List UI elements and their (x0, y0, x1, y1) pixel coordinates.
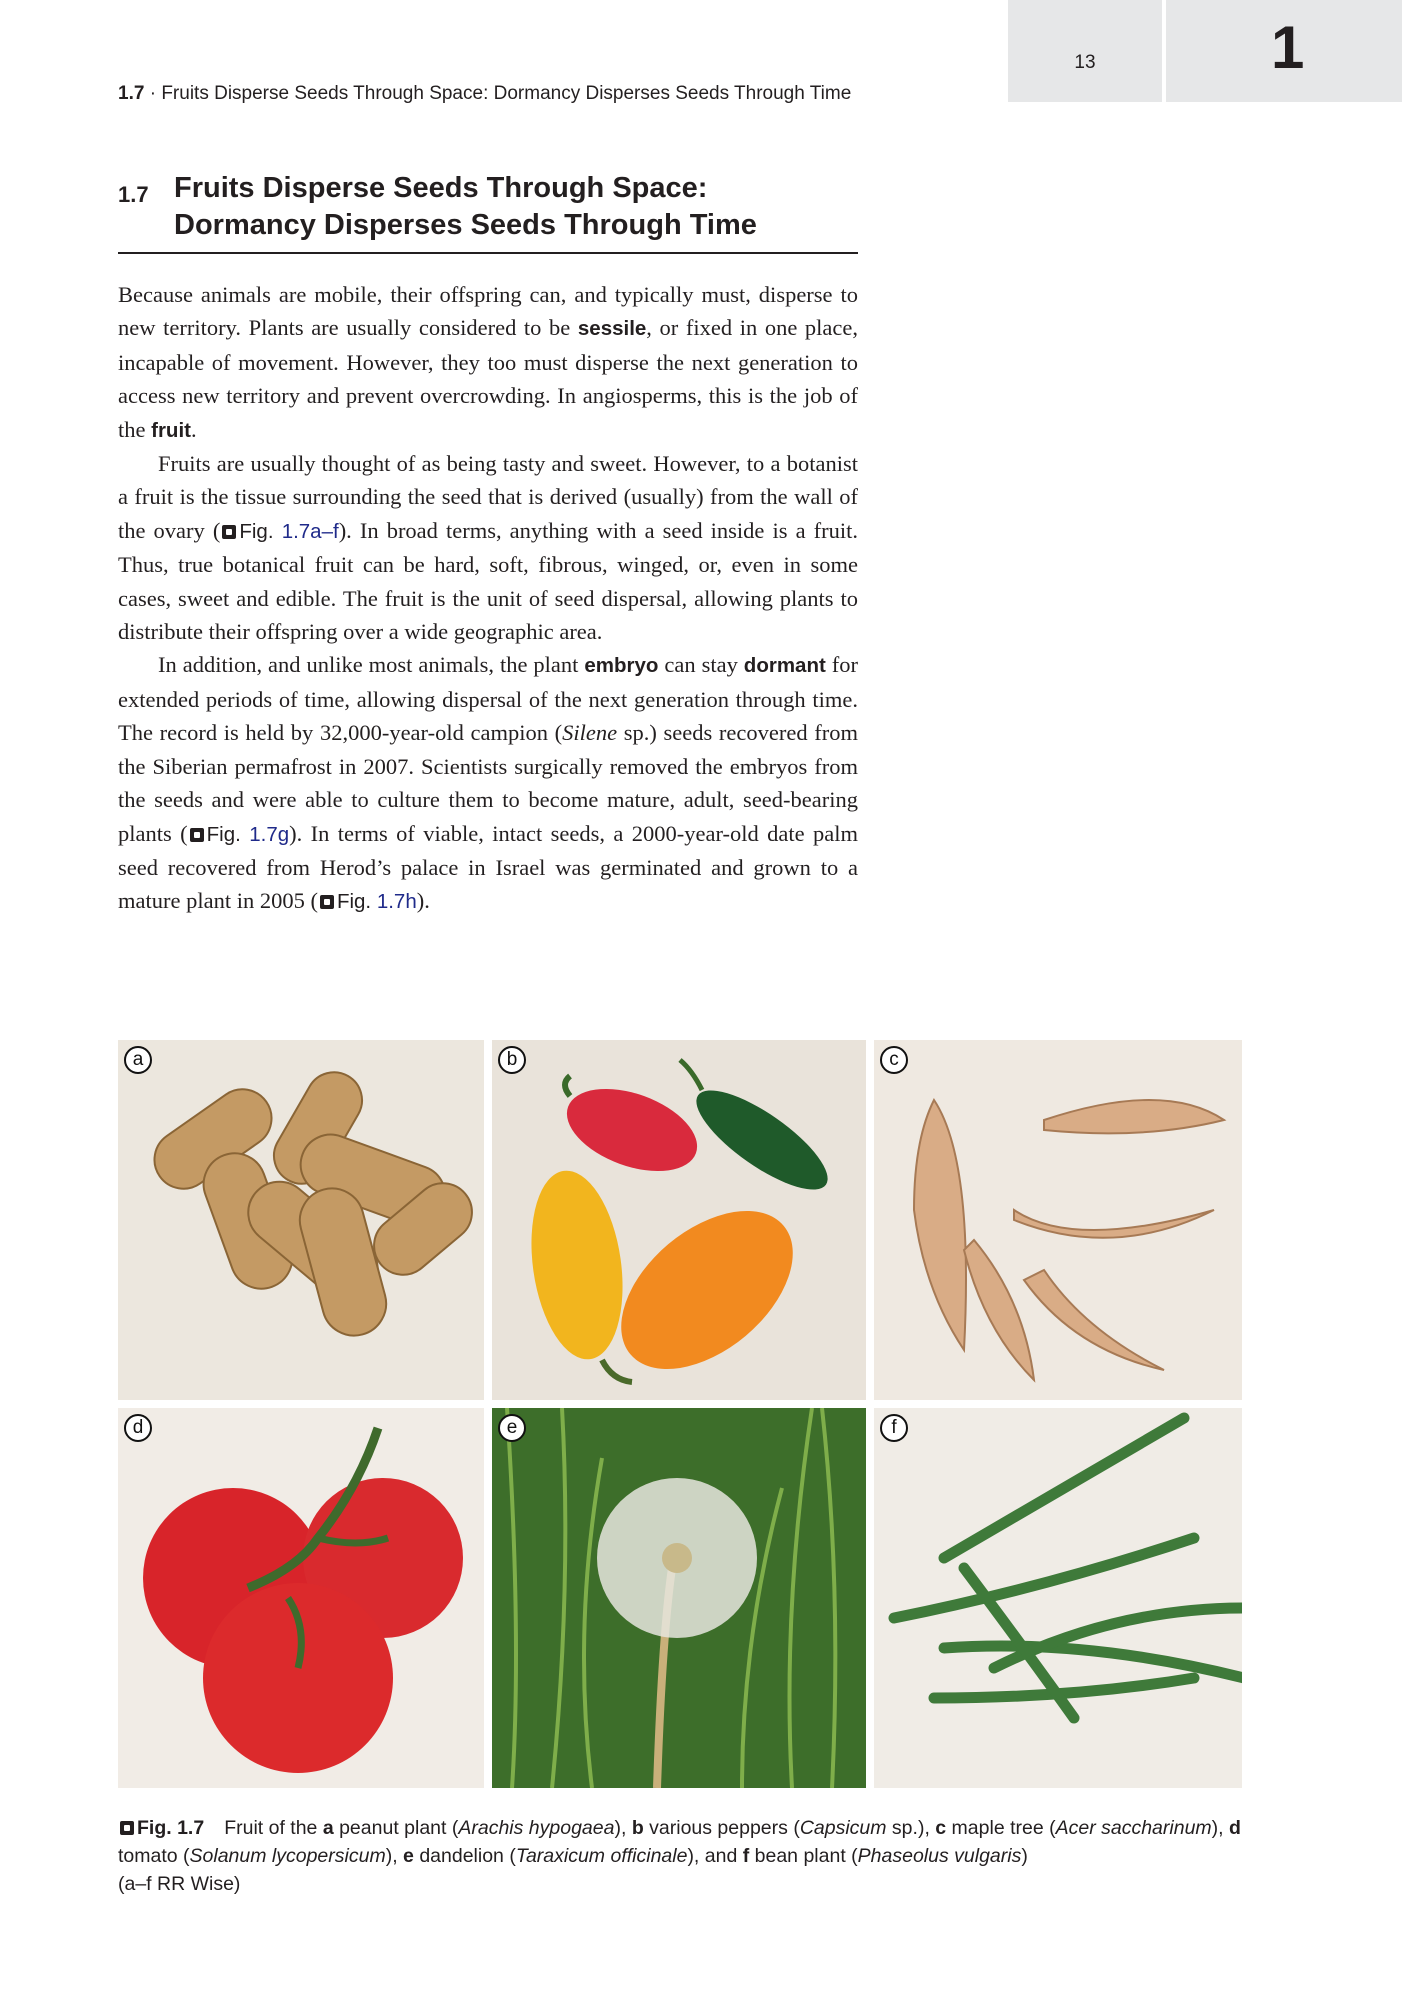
section-title-line-1: Fruits Disperse Seeds Through Space: (174, 172, 708, 204)
green-beans-photo (874, 1408, 1242, 1788)
running-head-number: 1.7 (118, 83, 145, 104)
term-sessile: sessile (577, 317, 647, 341)
panel-label-a: a (124, 1046, 152, 1074)
figure-panel-b (492, 1040, 866, 1400)
fig-word: Fig. (206, 822, 250, 846)
figure-reference-icon (320, 895, 334, 909)
caption-letter-e: e (403, 1845, 414, 1867)
chapter-tab (1166, 0, 1402, 102)
panel-label-e: e (498, 1414, 526, 1442)
text-run: for extended periods of time, allowing dispersal of the next generation through time. The record is held by 32,000-year-old campion ( (118, 652, 858, 746)
term-embryo: embryo (584, 654, 659, 678)
figure-panel-d (118, 1408, 484, 1788)
figure-caption (118, 1814, 1246, 1898)
figure-link-1-7h[interactable]: 1.7h (376, 890, 417, 914)
peppers-photo (492, 1040, 866, 1400)
caption-text: bean plant ( (749, 1845, 858, 1867)
text-run: In addition, and unlike most animals, the plant (158, 652, 585, 678)
term-dormant: dormant (743, 654, 826, 678)
caption-text: maple tree ( (946, 1817, 1056, 1839)
caption-species: Solanum lycopersicum (189, 1845, 386, 1867)
running-head-separator: · (144, 83, 162, 104)
caption-text: ), and (687, 1845, 743, 1867)
peanuts-photo (118, 1040, 484, 1400)
caption-credit: (a–f RR Wise) (118, 1873, 241, 1895)
figure-reference-icon (222, 525, 236, 539)
fig-word: Fig. (336, 890, 377, 914)
chapter-number: 1 (1271, 14, 1305, 81)
caption-text: peanut plant ( (333, 1817, 459, 1839)
text-run: sp.) seeds recovered from the Siberian permafrost in 2007. Scientists surgically removed the embryos from the seeds and were able to culture them to become mature, adult, seed-bearing plants ( (118, 720, 859, 846)
panel-label-c: c (880, 1046, 908, 1074)
caption-species: Phaseolus vulgaris (857, 1845, 1022, 1867)
paragraph-1 (118, 278, 858, 447)
text-run: can stay (658, 652, 744, 678)
caption-text: Fruit of the (224, 1817, 323, 1839)
italic-silene: Silene (562, 720, 618, 746)
caption-text: ), (614, 1817, 632, 1839)
panel-label-d: d (124, 1414, 152, 1442)
caption-label: Fig. 1.7 (137, 1817, 205, 1839)
caption-text: dandelion ( (413, 1845, 516, 1867)
caption-letter-c: c (935, 1817, 947, 1839)
figure-panel-c (874, 1040, 1242, 1400)
caption-species: Taraxicum officinale (515, 1845, 688, 1867)
caption-text: sp.), (886, 1817, 936, 1839)
caption-text: ), (1211, 1817, 1230, 1839)
running-head-title: Fruits Disperse Seeds Through Space: Dormancy Disperses Seeds Through Time (161, 83, 852, 104)
caption-text: tomato ( (118, 1845, 190, 1867)
text-run: , or fixed in one place, incapable of movement. However, they too must disperse the next generation to access new territory and prevent overcrowding. In angiosperms, this is the job of the (118, 315, 858, 442)
figure-panel-a (118, 1040, 484, 1400)
text-run: Fruits are usually thought of as being tasty and sweet. However, to a botanist a fruit is the tissue surrounding the seed that is derived (usually) from the wall of the ovary ( (118, 451, 858, 543)
caption-species: Acer saccharinum (1055, 1817, 1212, 1839)
caption-species: Arachis hypogaea (458, 1817, 615, 1839)
caption-species: Capsicum (799, 1817, 887, 1839)
panel-label-b: b (498, 1046, 526, 1074)
text-run: ). In broad terms, anything with a seed inside is a fruit. Thus, true botanical fruit can be hard, soft, fibrous, winged, or, even in some cases, sweet and edible. The fruit is the unit of seed dispersal, allowing plants to distribute their offspring over a wide geographic area. (118, 517, 858, 645)
section-number: 1.7 (118, 182, 149, 207)
figure-caption-icon (120, 1821, 134, 1835)
figure-link-1-7g[interactable]: 1.7g (249, 822, 290, 846)
caption-text: ) (1021, 1845, 1028, 1867)
tomatoes-photo (118, 1408, 484, 1788)
caption-letter-a: a (322, 1817, 334, 1839)
dandelion-photo (492, 1408, 866, 1788)
term-fruit: fruit (151, 418, 191, 442)
paragraph-3 (118, 648, 858, 918)
text-run: ). In terms of viable, intact seeds, a 2000-year-old date palm seed recovered from Herod’s palace in Israel was germinated and grown to a mature plant in 2005 ( (118, 820, 858, 914)
page-number: 13 (1074, 52, 1096, 73)
figure-reference-icon (190, 828, 204, 842)
text-run: ). (416, 888, 430, 914)
running-head (118, 83, 851, 105)
caption-text: various peppers ( (643, 1817, 800, 1839)
page-number-tab (1008, 0, 1162, 102)
maple-samaras-photo (874, 1040, 1242, 1400)
paragraph-2 (118, 447, 858, 648)
fig-word: Fig. (239, 519, 282, 543)
caption-text: ), (385, 1845, 404, 1867)
section-title (174, 170, 858, 244)
caption-letter-f: f (742, 1845, 750, 1867)
section-heading (118, 170, 858, 254)
figure-panel-f (874, 1408, 1242, 1788)
figure-link-1-7a-f[interactable]: 1.7a–f (281, 519, 339, 543)
caption-letter-d: d (1229, 1817, 1241, 1839)
body-text (118, 278, 858, 919)
panel-label-f: f (880, 1414, 908, 1442)
section-title-line-2: Dormancy Disperses Seeds Through Time (174, 209, 757, 241)
figure-panel-e (492, 1408, 866, 1788)
text-run: Because animals are mobile, their offspring can, and typically must, disperse to new territory. Plants are usually considered to be (118, 282, 858, 341)
caption-letter-b: b (631, 1817, 644, 1839)
text-run: . (190, 416, 197, 442)
